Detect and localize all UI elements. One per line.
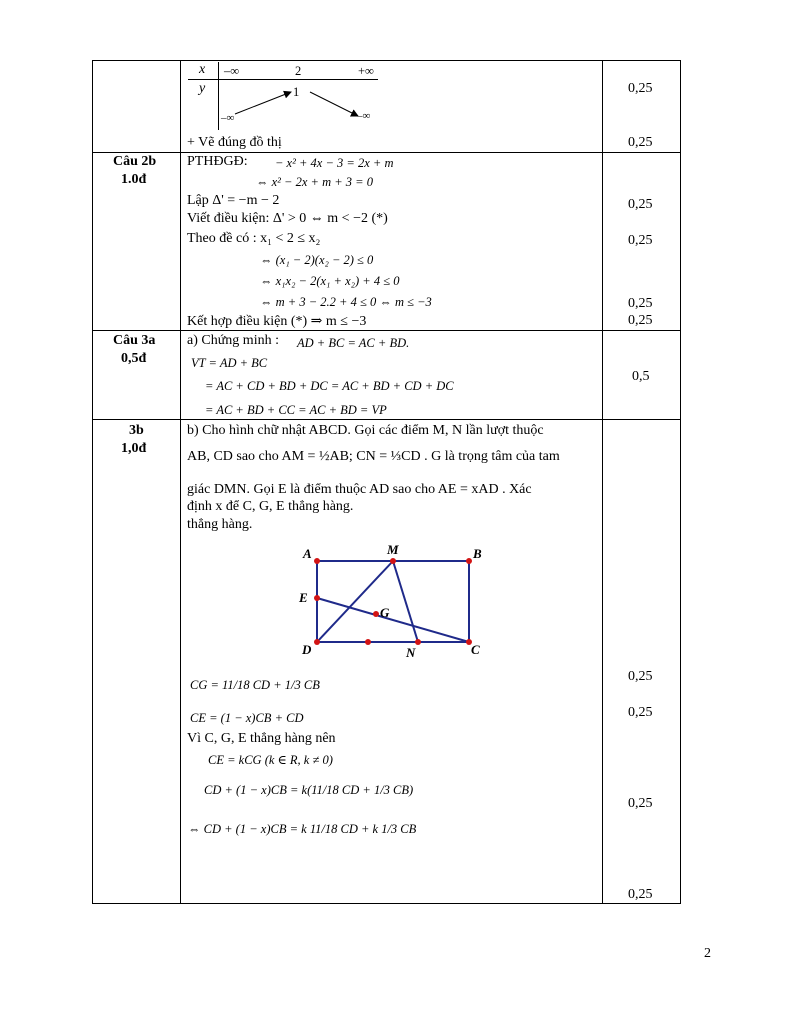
label-a: A [303,546,312,561]
score: 0,25 [628,705,653,720]
solution-line: Viết điều kiện: Δ' > 0 ⇔ m < −2 (*) [187,211,388,226]
question-label: Câu 3a [113,333,156,348]
page-number: 2 [704,946,711,961]
graph-note: + Vẽ đúng đồ thị [187,135,282,150]
solution-line: a) Chứng minh : [187,333,279,348]
score: 0,25 [628,313,653,328]
bbt-y-neg-inf-left: –∞ [221,112,235,124]
label-m: M [387,542,399,557]
score: 0,25 [628,796,653,811]
score: 0,25 [628,135,653,150]
bbt-y-label: y [199,81,206,96]
point-e [314,595,320,601]
segment-mn [393,561,418,642]
math-line: ⇔ m + 3 − 2.2 + 4 ≤ 0 ⇔ m ≤ −3 [260,295,432,309]
problem-line: thẳng hàng. [187,517,253,532]
math-line: − x² + 4x − 3 = 2x + m [275,156,394,170]
score: 0,25 [628,669,653,684]
solution-line: Kết hợp điều kiện (*) ⇒ m ≤ −3 [187,314,367,329]
segment-ec [317,598,469,642]
vector-line: ⇔ CD + (1 − x)CB = k 11/18 CD + k 1/3 CB [188,822,417,836]
point-g [373,611,379,617]
problem-line: định x để C, G, E thẳng hàng. [187,499,354,514]
point-n [415,639,421,645]
question-points: 1.0đ [121,172,147,187]
label-d: D [302,642,312,657]
math-line: ⇔ x₁x₂ − 2(x₁ + x₂) + 4 ≤ 0 [260,274,400,288]
solution-line: Theo đề có : x₁ < 2 ≤ x₂ [187,231,321,246]
math-line: ⇔ x² − 2x + m + 3 = 0 [256,175,373,189]
solution-line: Lập Δ' = −m − 2 [187,193,280,208]
label-e: E [299,590,308,605]
score: 0,5 [632,369,650,384]
rectangle-figure [290,540,490,665]
vector-line: = AC + BD + CC = AC + BD = VP [205,403,387,417]
variation-arrows [180,80,380,125]
problem-line: giác DMN. Gọi E là điểm thuộc AD sao cho AE = xAD . Xác [187,482,532,497]
question-points: 1,0đ [121,441,147,456]
label-c: C [471,642,480,657]
math-line: ⇔ (x₁ − 2)(x₂ − 2) ≤ 0 [260,253,374,267]
bbt-x-neg-inf: –∞ [224,64,240,78]
solution-line: Vì C, G, E thẳng hàng nên [187,731,336,746]
vector-line: CG = 11/18 CD + 1/3 CB [190,678,320,692]
point-mid [365,639,371,645]
bbt-x-two: 2 [295,64,302,78]
point-a [314,558,320,564]
bbt-y-neg-inf-right: –∞ [357,110,371,122]
vector-line: CD + (1 − x)CB = k(11/18 CD + 1/3 CB) [204,783,414,797]
score: 0,25 [628,296,653,311]
score: 0,25 [628,197,653,212]
question-label: 3b [129,423,144,438]
vector-line: VT = AD + BC [191,356,268,370]
bbt-x-label: x [199,62,206,77]
question-points: 0,5đ [121,351,147,366]
point-d [314,639,320,645]
question-label: Câu 2b [113,154,157,169]
point-m [390,558,396,564]
label-g: G [380,605,390,620]
vector-line: CE = kCG (k ∈ R, k ≠ 0) [208,753,333,767]
label-b: B [473,546,482,561]
score: 0,25 [628,81,653,96]
label-n: N [406,645,416,660]
point-b [466,558,472,564]
problem-line: b) Cho hình chữ nhật ABCD. Gọi các điểm M, N lần lượt thuộc [187,423,544,438]
score: 0,25 [628,887,653,902]
rectangle-abcd [317,561,469,642]
score: 0,25 [628,233,653,248]
bbt-y-one: 1 [293,85,300,99]
vector-line: CE = (1 − x)CB + CD [190,711,304,725]
solution-line: PTHĐGĐ: [187,154,248,169]
bbt-x-pos-inf: +∞ [358,64,374,78]
problem-line: AB, CD sao cho AM = ½AB; CN = ⅓CD . G là trọng tâm của tam [187,449,560,464]
vector-line: AD + BC = AC + BD. [297,336,410,350]
vector-line: = AC + CD + BD + DC = AC + BD + CD + DC [205,379,454,393]
